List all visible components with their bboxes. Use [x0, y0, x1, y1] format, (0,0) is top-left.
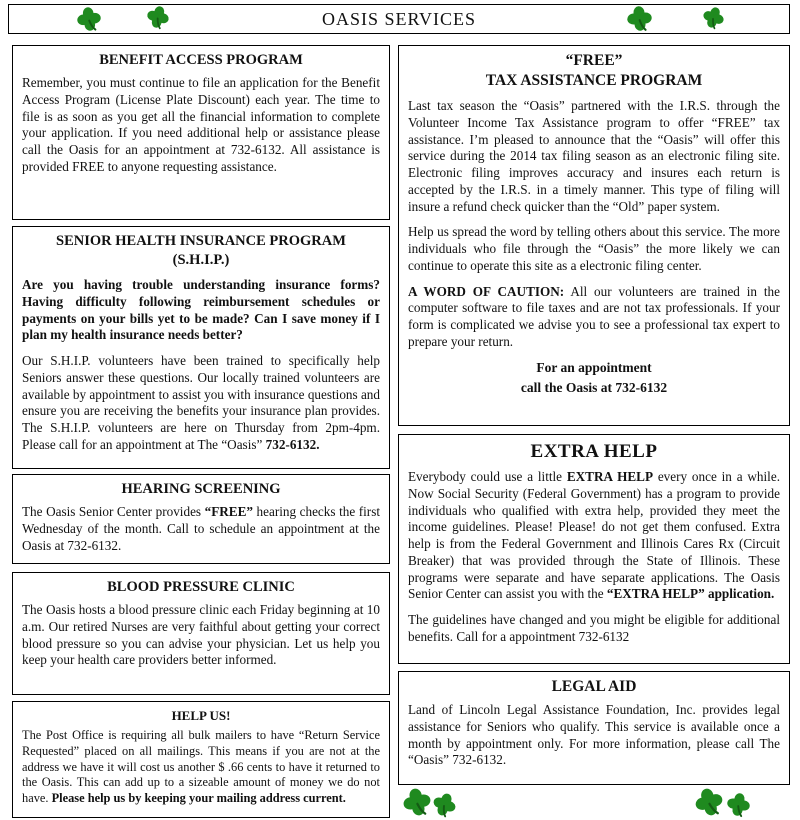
section-title: BLOOD PRESSURE CLINIC — [107, 579, 295, 595]
section-body — [408, 612, 780, 646]
body-text: Land of Lincoln Legal Assistance Foundation, Inc. provides legal assistance for Seniors who qualify. This service is available once a month by appointment only. For more information, please call The “Oasis” 732-6132. — [408, 702, 780, 768]
bold-text: Are you having trouble understanding insurance forms? Having difficulty following reimbursement schedules or payments on your bills yet to be made? Can I save money if I plan my health insurance needs better? — [22, 277, 380, 343]
bold-text: “FREE” — [204, 504, 253, 519]
body-text: Last tax season the “Oasis” partnered with the I.R.S. through the Volunteer Income Tax Assistance program to offer “FREE” tax assistance. I’m pleased to announce that the “Oasis” will offer this service during the 2014 tax filing season as an electronic filing site. Electronic filing improves accuracy and insures each return is accepted by the I.R.S. in a timely manner. This type of filing will insure a refund check quicker than the “Old” paper system. — [408, 98, 780, 214]
shamrock-icon — [399, 784, 435, 820]
section-body — [408, 702, 780, 769]
body-text: All our volunteers are trained in the computer software to file taxes and are not tax professionals. If your form is complicated we advise you to see a professional tax expert to prepare your return. — [408, 283, 781, 349]
page-header — [8, 4, 790, 34]
section-help-us — [12, 701, 390, 818]
section-title: HELP US! — [171, 708, 231, 723]
shamrock-icon — [74, 4, 103, 33]
bold-text: EXTRA HELP — [566, 469, 654, 484]
section-body — [408, 224, 780, 274]
section-legal-aid — [398, 671, 790, 785]
section-body — [408, 98, 780, 215]
section-body — [22, 75, 380, 176]
section-body — [22, 277, 380, 344]
section-body — [408, 284, 780, 351]
body-text: hearing checks the first Wednesday of the month. Call to schedule an appointment at the Oasis at 732-6132. — [22, 504, 380, 553]
section-title-line2: TAX ASSISTANCE PROGRAM — [485, 72, 703, 89]
section-benefit-access-program — [12, 45, 390, 220]
shamrock-icon — [625, 4, 654, 33]
section-senior-health-insurance-program — [12, 226, 390, 469]
body-text: Remember, you must continue to file an application for the Benefit Access Program (License Plate Discount) each year. The time to file is as soon as you get all the financial information to complete your application. If you need additional help or assistance please call the Oasis for an appointment at 732-6132. All assistance is provided FREE to anyone requesting assistance. — [22, 75, 380, 174]
section-body — [408, 469, 780, 603]
body-text: The guidelines have changed and you might be eligible for additional benefits. Call for a appointment 732-6132 — [408, 612, 780, 644]
appointment-phone-line: call the Oasis at 732-6132 — [520, 379, 668, 395]
section-body — [22, 602, 380, 669]
bold-text: 732-6132. — [265, 436, 320, 452]
bold-text: “EXTRA HELP” application. — [606, 586, 775, 602]
page-title: OASIS SERVICES — [321, 8, 477, 29]
section-extra-help — [398, 434, 790, 664]
section-title: HEARING SCREENING — [121, 481, 281, 497]
shamrock-icon — [428, 788, 460, 820]
section-subtitle: (S.H.I.P.) — [172, 252, 230, 268]
section-title: SENIOR HEALTH INSURANCE PROGRAM — [56, 233, 346, 249]
section-body — [22, 353, 380, 454]
section-title-line1: “FREE” — [565, 52, 623, 69]
section-title: LEGAL AID — [551, 678, 637, 695]
shamrock-icon — [691, 784, 728, 820]
section-hearing-screening — [12, 474, 390, 564]
body-text: Help us spread the word by telling others about this service. The more individuals who file through the “Oasis” the more likely we can continue to operate this site as a electronic filing center. — [408, 224, 780, 273]
body-text: The Oasis Senior Center provides — [22, 504, 205, 519]
body-text: The Oasis hosts a blood pressure clinic each Friday beginning at 10 a.m. Our retired Nurses are very faithful about getting your correct blood pressure so you can advise your physician. Let us help you keep your health care providers better informed. — [22, 602, 380, 668]
body-text: Our S.H.I.P. volunteers have been trained to specifically help Seniors answer these questions. Our locally trained volunteers are available by appointment to assist you with insurance questions and ensure you are receiving the benefits your insurance plan provides. The S.H.I.P. volunteers are here on Thursday from 2pm-4pm. Please call for an appointment at The “Oasis” — [22, 353, 380, 452]
appointment-line: For an appointment — [536, 359, 652, 375]
section-body — [22, 728, 380, 807]
section-tax-assistance-program — [398, 45, 790, 426]
bold-text: Please help us by keeping your mailing address current. — [51, 791, 346, 805]
body-text: Everybody could use a little — [408, 469, 567, 484]
section-title: EXTRA HELP — [530, 441, 658, 462]
section-body — [22, 504, 380, 554]
body-text: The Post Office is requiring all bulk mailers to have “Return Service Requested” placed on all mailings. This means if you are not at the address we have it will cost us another $ .66 cents to have it returned to the Oasis. This can add up to a sizeable amount of money we do not have. — [22, 728, 380, 805]
body-text: every once in a while. Now Social Security (Federal Government) has a program to provide individuals who qualified with extra help, provided they meet the income guidelines. Please! Please! do not get them confused. Extra help is from the Federal Government and Illinois Cares Rx (Circuit Breaker) that was provided through the State of Illinois. These programs were separate and have separate applications. The Oasis Senior Center can assist you with the — [408, 469, 780, 602]
shamrock-icon — [724, 790, 753, 819]
bold-text: A WORD OF CAUTION: — [408, 283, 565, 299]
section-blood-pressure-clinic — [12, 572, 390, 695]
section-title: BENEFIT ACCESS PROGRAM — [99, 52, 303, 68]
